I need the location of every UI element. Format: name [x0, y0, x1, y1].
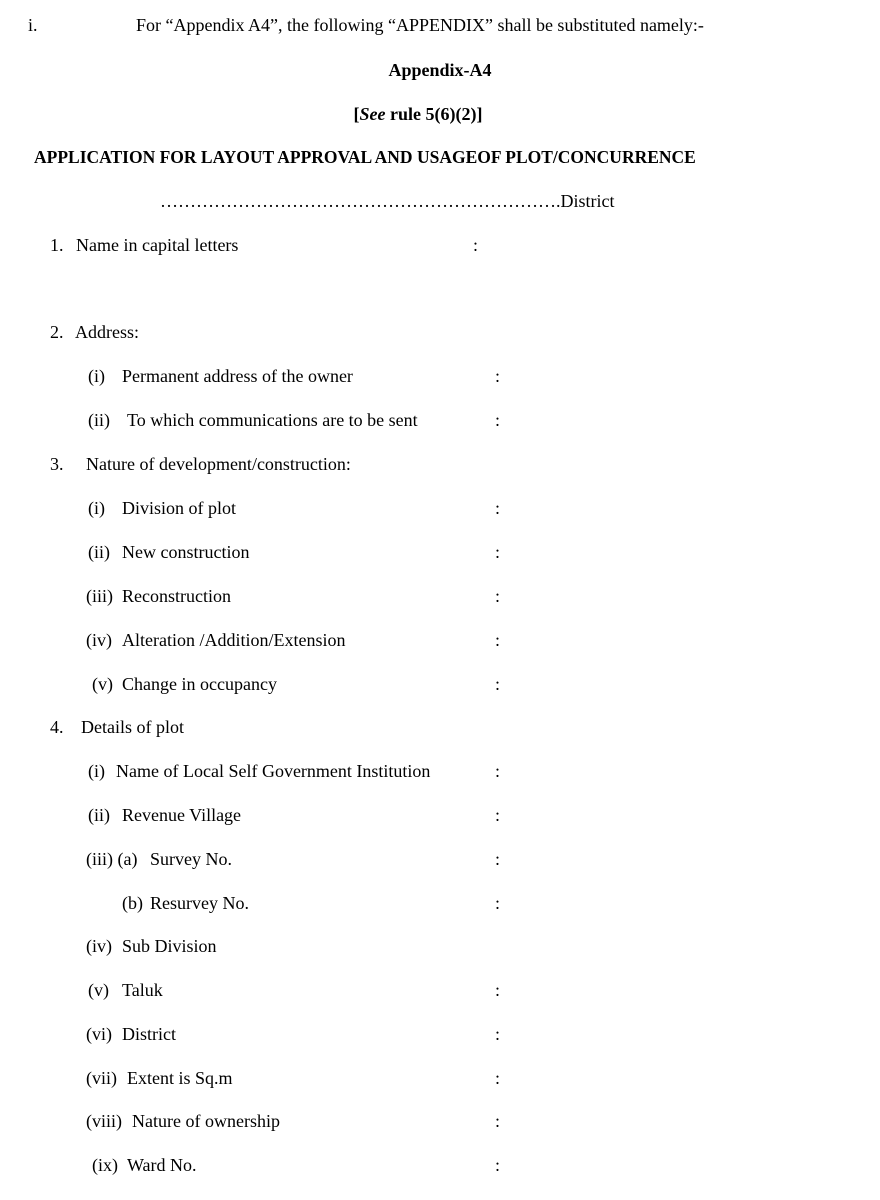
item-2-number: 2.: [50, 322, 64, 342]
item-4-vi-number: (vi): [86, 1024, 112, 1044]
item-4-i-number: (i): [88, 761, 105, 781]
item-4-ix-colon: :: [495, 1155, 501, 1175]
intro-text: For “Appendix A4”, the following “APPENDIX” shall be substituted namely:-: [136, 15, 704, 35]
item-4-iii-b-colon: :: [495, 893, 501, 913]
item-4-viii-number: (viii): [86, 1111, 122, 1131]
item-3-ii-label: New construction: [122, 542, 250, 562]
item-4-vi-label: District: [122, 1024, 176, 1044]
item-4-iv-number: (iv): [86, 936, 112, 956]
item-4-v-colon: :: [495, 980, 501, 1000]
item-4-iii-b-number: (b): [122, 893, 143, 913]
item-4-ix-number: (ix): [92, 1155, 118, 1175]
item-2-i-number: (i): [88, 366, 105, 386]
item-2-ii-number: (ii): [88, 410, 110, 430]
item-4-viii-label: Nature of ownership: [132, 1111, 280, 1131]
intro-marker: i.: [28, 15, 38, 35]
item-4-ii-colon: :: [495, 805, 501, 825]
item-4-iii-label: Survey No.: [150, 849, 232, 869]
item-4-viii-colon: :: [495, 1111, 501, 1131]
item-2-ii-colon: :: [495, 410, 501, 430]
item-4-ii-number: (ii): [88, 805, 110, 825]
item-3-i-colon: :: [495, 498, 501, 518]
item-1-number: 1.: [50, 235, 64, 255]
rule-text: rule 5(6)(2)]: [385, 104, 483, 124]
rule-bracket: [: [353, 104, 360, 124]
district-dots: ………………………………………………………….: [160, 191, 561, 211]
item-2-i-colon: :: [495, 366, 501, 386]
item-4-vi-colon: :: [495, 1024, 501, 1044]
item-2-i-label: Permanent address of the owner: [122, 366, 353, 386]
item-3-iv-number: (iv): [86, 630, 112, 650]
item-4-v-number: (v): [88, 980, 109, 1000]
item-3-iv-colon: :: [495, 630, 501, 650]
item-4-iii-number: (iii) (a): [86, 849, 138, 869]
item-4-vii-number: (vii): [86, 1068, 117, 1088]
item-4-vii-label: Extent is Sq.m: [127, 1068, 233, 1088]
item-4-iii-colon: :: [495, 849, 501, 869]
rule-reference: [0, 103, 836, 125]
item-4-iii-b-label: Resurvey No.: [150, 893, 249, 913]
item-4-i-label: Name of Local Self Government Institution: [116, 761, 431, 781]
item-3-v-number: (v): [92, 674, 113, 694]
item-4-i-colon: :: [495, 761, 501, 781]
form-title: APPLICATION FOR LAYOUT APPROVAL AND USAGEOF PLOT/CONCURRENCE: [34, 147, 696, 167]
item-3-iii-label: Reconstruction: [122, 586, 231, 606]
item-4-vii-colon: :: [495, 1068, 501, 1088]
item-4-label: Details of plot: [81, 717, 184, 737]
item-4-v-label: Taluk: [122, 980, 163, 1000]
item-1-label: Name in capital letters: [76, 235, 239, 255]
item-3-i-number: (i): [88, 498, 105, 518]
item-4-iv-label: Sub Division: [122, 936, 217, 956]
item-4-ix-label: Ward No.: [127, 1155, 197, 1175]
rule-see: See: [359, 104, 386, 124]
item-4-ii-label: Revenue Village: [122, 805, 242, 825]
item-3-number: 3.: [50, 454, 64, 474]
item-2-ii-label: To which communications are to be sent: [127, 410, 418, 430]
item-3-iii-colon: :: [495, 586, 501, 606]
item-3-ii-number: (ii): [88, 542, 110, 562]
item-3-label: Nature of development/construction:: [86, 454, 351, 474]
district-line: [160, 190, 615, 212]
item-3-v-label: Change in occupancy: [122, 674, 277, 694]
item-3-v-colon: :: [495, 674, 501, 694]
item-3-ii-colon: :: [495, 542, 501, 562]
appendix-title: Appendix-A4: [388, 60, 492, 80]
district-label: District: [560, 191, 615, 211]
item-3-iv-label: Alteration /Addition/Extension: [122, 630, 346, 650]
item-3-iii-number: (iii): [86, 586, 113, 606]
item-1-colon: :: [473, 235, 479, 255]
item-4-number: 4.: [50, 717, 64, 737]
item-2-label: Address:: [75, 322, 139, 342]
item-3-i-label: Division of plot: [122, 498, 237, 518]
